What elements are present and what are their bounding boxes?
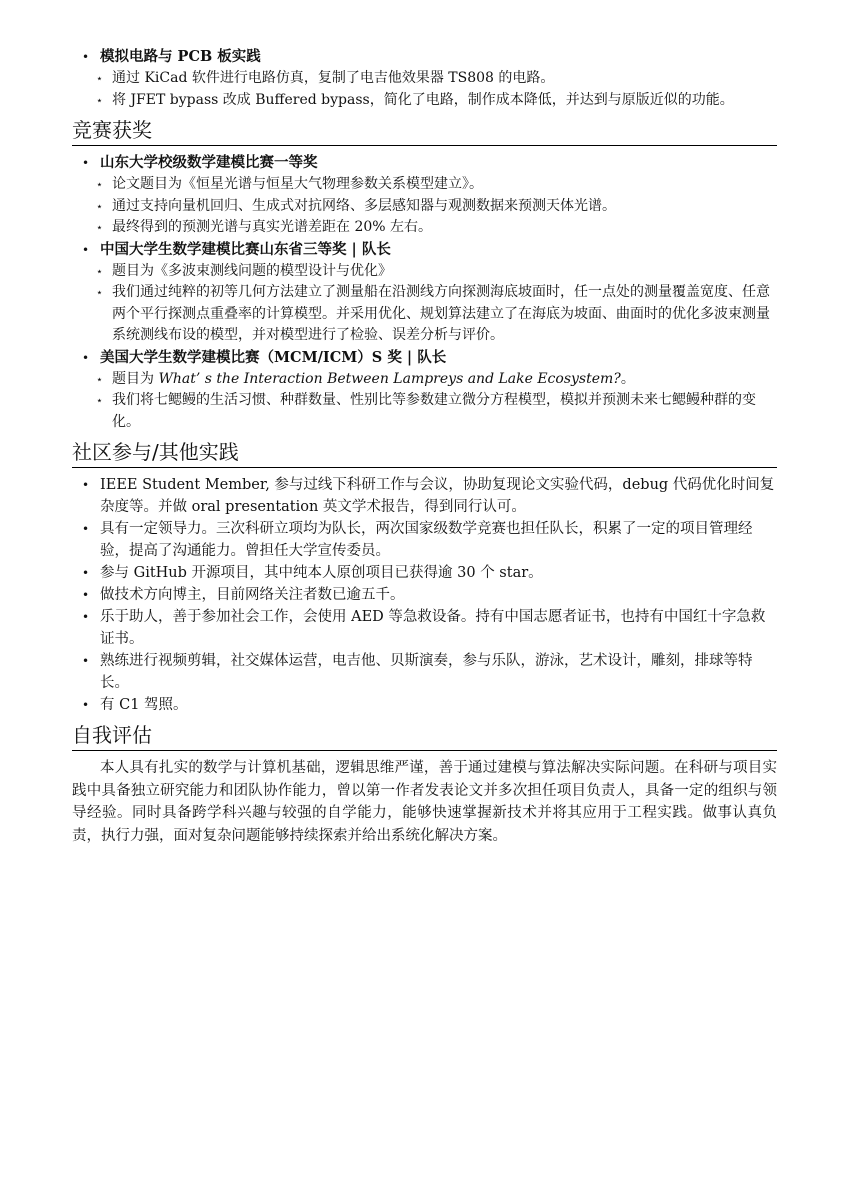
award-detail: ⋆ 我们将七鳃鳗的生活习惯、种群数量、性别比等参数建立微分方程模型，模拟并预测未来七鳃鳗种群的变化。 [96,392,756,430]
award-detail: ⋆ 题目为《多波束测线问题的模型设计与优化》 [72,261,777,283]
award-item [72,152,777,174]
project-detail: ⋆ 将 JFET bypass 改成 Buffered bypass，简化了电路，制作成本降低，并达到与原版近似的功能。 [72,90,777,112]
award-title: 美国大学生数学建模比赛（MCM/ICM）S 奖 | 队长 [100,348,447,366]
project-title: 模拟电路与 PCB 板实践 [100,48,261,65]
bullet-icon: • [82,698,90,712]
bullet-icon: • [82,588,90,602]
project-detail: ⋆ 通过 KiCad 软件进行电路仿真，复制了电吉他效果器 TS808 的电路。 [72,68,777,90]
section-heading-awards: 竞赛获奖 [72,117,777,146]
topic-prefix: 题目为 [112,370,159,387]
section-heading-self-eval: 自我评估 [72,722,777,751]
award-title: 中国大学生数学建模比赛山东省三等奖 | 队长 [100,240,391,258]
bullet-icon: • [82,522,90,536]
award-detail [72,369,777,391]
award-detail: ⋆ 通过支持向量机回归、生成式对抗网络、多层感知器与观测数据来预测天体光谱。 [72,196,777,218]
list-item: • 熟练进行视频剪辑，社交媒体运营，电吉他、贝斯演奏，参与乐队，游泳，艺术设计，雕刻，排球等特长。 [72,650,777,694]
award-detail: ⋆ 我们通过纯粹的初等几何方法建立了测量船在沿测线方向探测海底坡面时，任一点处的测量覆盖宽度、任意两个平行探测点重叠率的计算模型。并采用优化、规划算法建立了在海底为坡面、曲面时的优化多波束测量系统测线布设的模型，并对模型进行了检验、误差分析与评价。 [96,284,770,343]
list-item: • IEEE Student Member, 参与过线下科研工作与会议，协助复现论文实验代码，debug 代码优化时间复杂度等。并做 oral presentation 英文学术报告，得到同行认可。 [72,474,777,518]
star-icon: ⋆ [96,93,103,107]
star-icon: ⋆ [96,394,103,407]
bullet-icon: • [82,654,90,668]
list-item: • 有 C1 驾照。 [72,694,777,716]
bullet-icon: • [82,566,90,580]
star-icon: ⋆ [96,286,103,299]
list-item: • 具有一定领导力。三次科研立项均为队长，两次国家级数学竞赛也担任队长，积累了一定的项目管理经验，提高了沟通能力。曾担任大学宣传委员。 [72,518,777,562]
bullet-icon: • [82,156,90,170]
star-icon: ⋆ [96,264,103,278]
topic-suffix: 。 [620,370,635,387]
bullet-icon: • [82,50,90,64]
award-item [72,239,777,261]
bullet-icon: • [82,610,90,624]
award-detail: ⋆ 最终得到的预测光谱与真实光谱差距在 20% 左右。 [72,217,777,239]
star-icon: ⋆ [96,372,103,386]
self-eval-paragraph: 本人具有扎实的数学与计算机基础，逻辑思维严谨，善于通过建模与算法解决实际问题。在科研与项目实践中具备独立研究能力和团队协作能力，曾以第一作者发表论文并多次担任项目负责人，具备一定的组织与领导经验。同时具备跨学科兴趣与较强的自学能力，能够快速掌握新技术并将其应用于工程实践。做事认真负责，执行力强，面对复杂问题能够持续探索并给出系统化解决方案。 [72,760,777,844]
topic-title: What’ s the Interaction Between Lampreys and Lake Ecosystem? [158,370,621,387]
resume-page [72,46,777,847]
award-item [72,347,777,369]
bullet-icon: • [82,350,90,365]
list-item: • 乐于助人，善于参加社会工作，会使用 AED 等急救设备。持有中国志愿者证书，也持有中国红十字急救证书。 [72,606,777,650]
project-item [72,46,777,68]
star-icon: ⋆ [96,72,103,85]
list-item: • 参与 GitHub 开源项目，其中纯本人原创项目已获得逾 30 个 star。 [72,562,777,584]
star-icon: ⋆ [96,178,103,191]
star-icon: ⋆ [96,199,103,213]
bullet-icon: • [82,478,90,492]
bullet-icon: • [82,242,90,257]
star-icon: ⋆ [96,221,103,234]
section-heading-community: 社区参与/其他实践 [72,439,777,468]
list-item: • 做技术方向博主，目前网络关注者数已逾五千。 [72,584,777,606]
award-title: 山东大学校级数学建模比赛一等奖 [100,154,318,171]
award-detail: ⋆ 论文题目为《恒星光谱与恒星大气物理参数关系模型建立》。 [72,174,777,196]
